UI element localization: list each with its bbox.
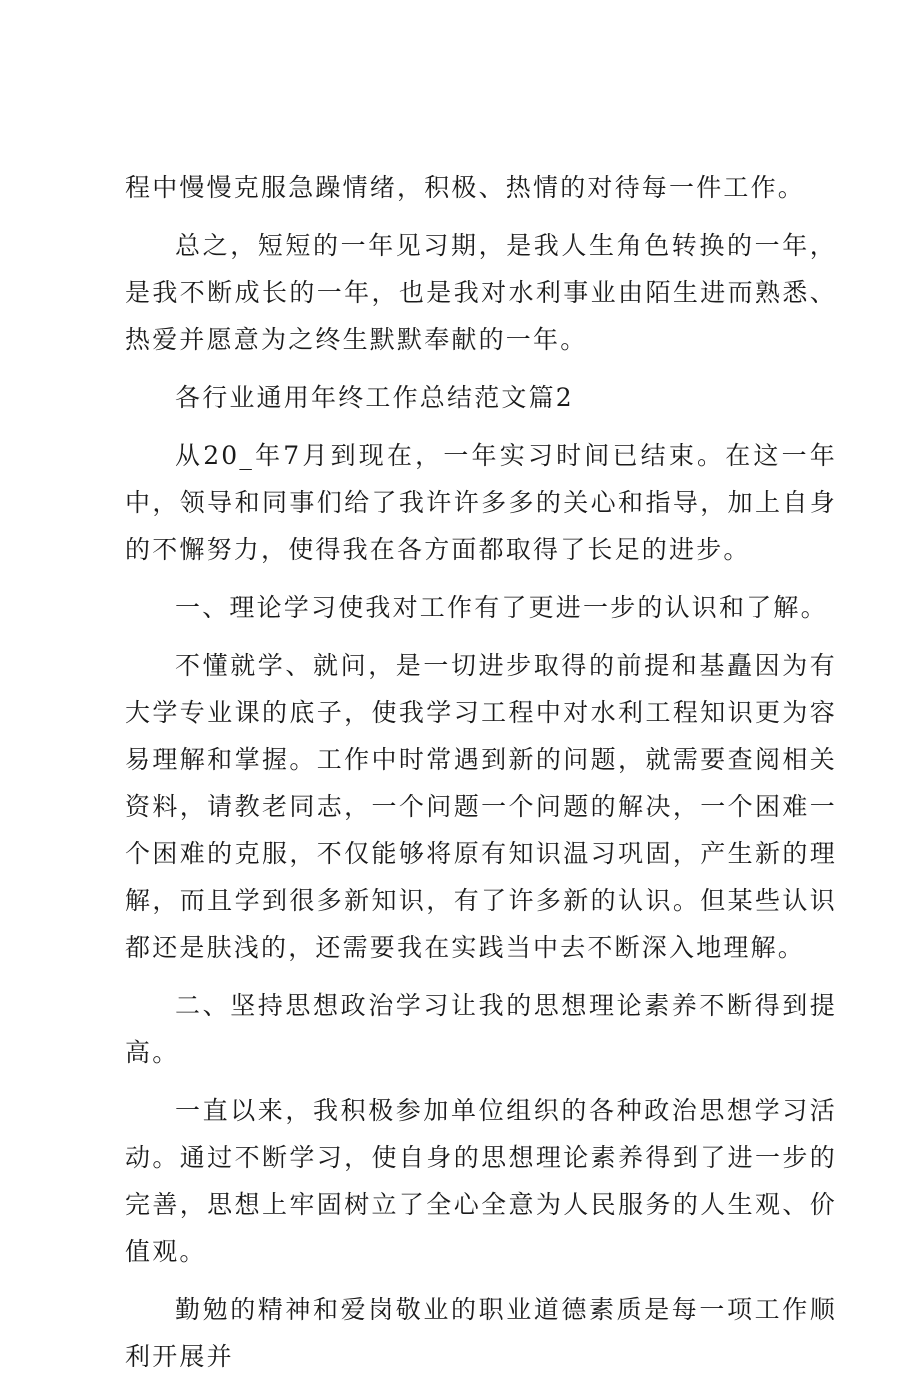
paragraph-theory-study: 不懂就学、就问，是一切进步取得的前提和基矗因为有大学专业课的底子，使我学习工程中对水利工程知识更为容易理解和掌握。工作中时常遇到新的问题，就需要查阅相关资料，请教老同志，一个问题一个问题的解决，一个困难一个困难的克服，不仅能够将原有知识温习巩固，产生新的理解，而且学到很多新知识，有了许多新的认识。但某些认识都还是肤浅的，还需要我在实践当中去不断深入地理解。 (125, 651, 837, 962)
heading-political-study: 二、坚持思想政治学习让我的思想理论素养不断得到提高。 (125, 991, 837, 1067)
paragraph-summary: 总之，短短的一年见习期，是我人生角色转换的一年，是我不断成长的一年，也是我对水利事业由陌生进而熟悉、热爱并愿意为之终生默默奉献的一年。 (125, 231, 837, 354)
paragraph-intro: 从20_年7月到现在，一年实习时间已结束。在这一年中，领导和同事们给了我许许多多的关心和指导，加上自身的不懈努力，使得我在各方面都取得了长足的进步。 (125, 441, 837, 564)
document-body (125, 164, 837, 1391)
paragraph-work-ethic: 勤勉的精神和爱岗敬业的职业道德素质是每一项工作顺利开展并 (125, 1295, 837, 1371)
paragraph-continuation: 程中慢慢克服急躁情绪，积极、热情的对待每一件工作。 (125, 173, 806, 202)
paragraph-political-study: 一直以来，我积极参加单位组织的各种政治思想学习活动。通过不断学习，使自身的思想理论素养得到了进一步的完善，思想上牢固树立了全心全意为人民服务的人生观、价值观。 (125, 1096, 837, 1266)
section-title: 各行业通用年终工作总结范文篇2 (175, 383, 574, 412)
heading-theory-study: 一、理论学习使我对工作有了更进一步的认识和了解。 (175, 593, 828, 622)
